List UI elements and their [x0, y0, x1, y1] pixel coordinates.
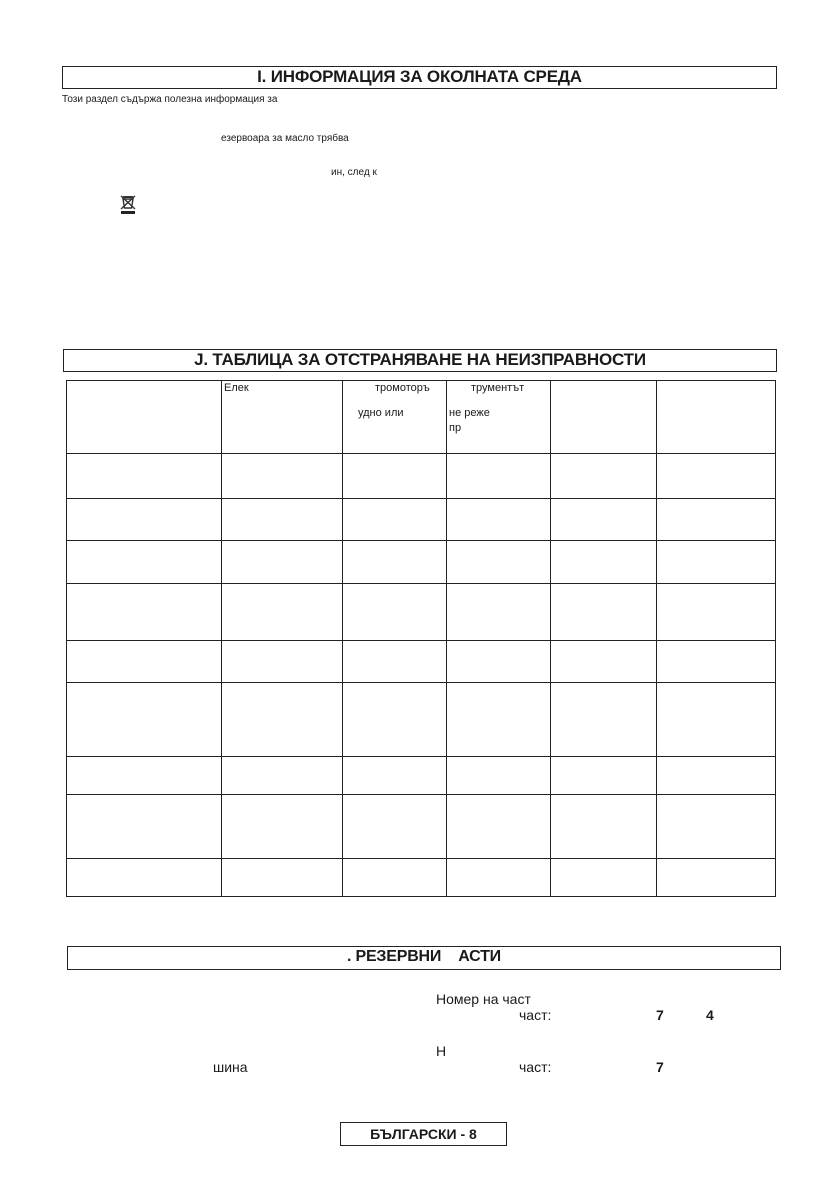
table-row	[67, 541, 776, 584]
header-cell	[222, 381, 343, 454]
page-footer-label: БЪЛГАРСКИ - 8	[340, 1122, 507, 1146]
table-row	[67, 499, 776, 541]
troubleshooting-heading: J. ТАБЛИЦА ЗА ОТСТРАНЯВАНЕ НА НЕИЗПРАВНОСТИ	[63, 349, 777, 372]
header-cell	[67, 381, 222, 454]
table-row	[67, 859, 776, 897]
part-n-label: Н	[436, 1043, 447, 1059]
environment-intro: Този раздел съдържа полезна информация за	[62, 94, 278, 105]
part-row1-value-1: 7	[656, 1007, 664, 1023]
header-cell	[551, 381, 657, 454]
part-row2-value-1: 7	[656, 1059, 664, 1075]
header-c3-line2: удно или	[358, 407, 404, 419]
part-row1-label: част:	[519, 1007, 552, 1023]
header-c3-line1: тромоторъ	[375, 382, 430, 394]
header-cell	[447, 381, 551, 454]
header-c2: Елек	[224, 382, 249, 394]
table-row	[67, 757, 776, 795]
header-cell	[343, 381, 447, 454]
table-row	[67, 683, 776, 757]
table-row	[67, 641, 776, 683]
troubleshooting-table	[66, 380, 776, 897]
table-header-row	[67, 381, 776, 454]
environment-line-3: ин, след к	[331, 167, 377, 178]
environment-line-2: езервоара за масло трябва	[221, 133, 349, 144]
part-row2-label: част:	[519, 1059, 552, 1075]
table-row	[67, 454, 776, 499]
bar-label: шина	[213, 1059, 248, 1075]
part-number-label: Номер на част	[436, 991, 531, 1007]
header-c4-line3: пр	[449, 422, 462, 434]
table-row	[67, 584, 776, 641]
table-row	[67, 795, 776, 859]
header-cell	[657, 381, 776, 454]
header-c4-line1: трументът	[471, 382, 525, 394]
part-row1-value-2: 4	[706, 1007, 714, 1023]
crossed-bin-icon	[119, 193, 137, 215]
header-c4-line2: не реже	[449, 407, 490, 419]
environment-heading: I. ИНФОРМАЦИЯ ЗА ОКОЛНАТА СРЕДА	[62, 66, 777, 89]
spare-parts-heading: . РЕЗЕРВНИ АСТИ	[67, 946, 781, 970]
